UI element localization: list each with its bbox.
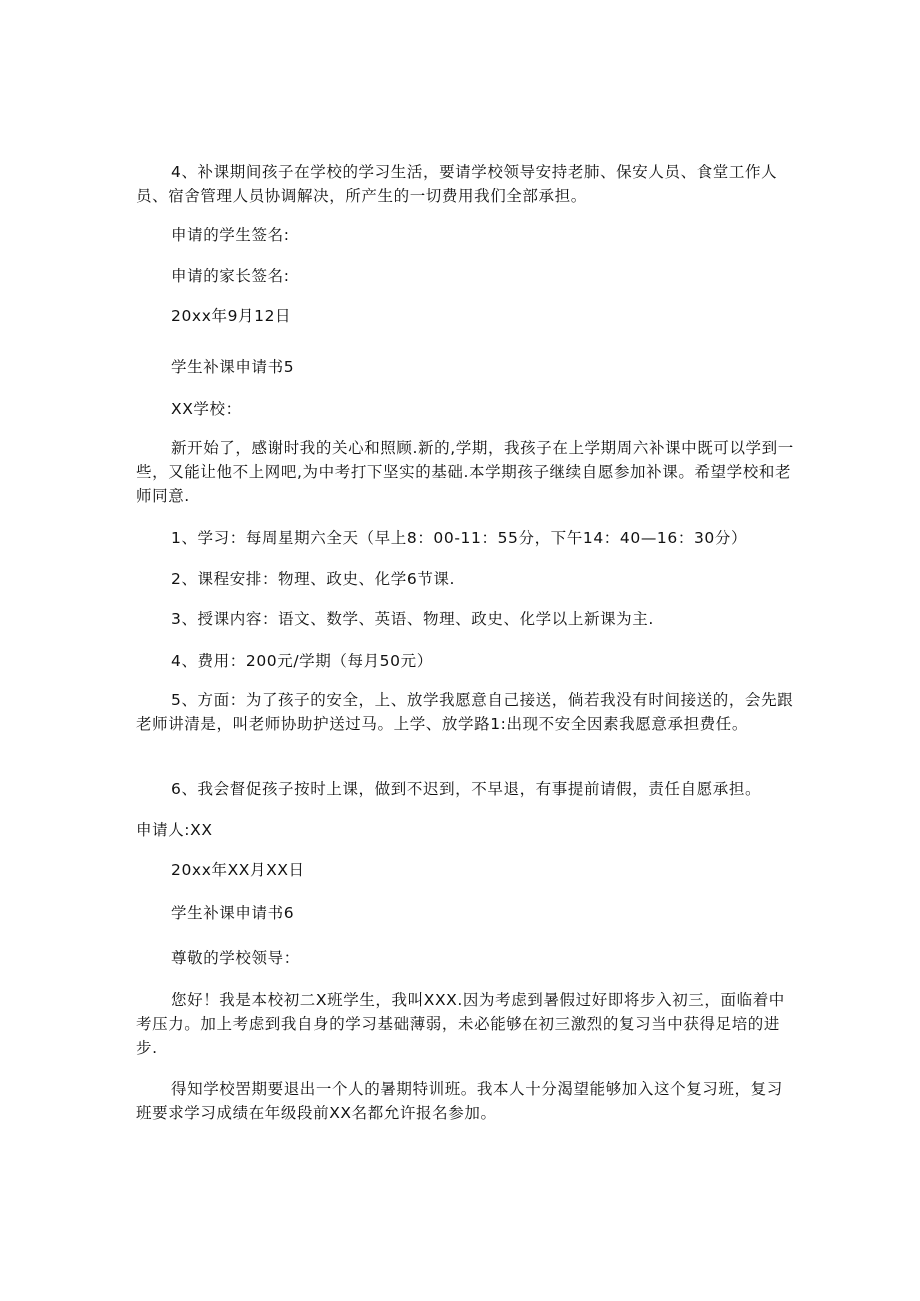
section-title-6: 学生补课申请书6: [171, 904, 295, 922]
paragraph-summer-class: 得知学校罟期要退出一个人的暑期特训班。我本人十分渴望能够加入这个复习班，复习班要求学习成绩在年级段前XX名都允许报名参加。: [136, 1080, 783, 1122]
list-item-safety: 5、方面：为了孩子的安全，上、放学我愿意自己接送，倘若我没有时间接送的，会先跟老师讲清是，叫老师协助护送过马。上学、放学路1:出现不安全因素我愿意承担费任。: [136, 691, 794, 733]
paragraph-greeting: 您好！我是本校初二X班学生，我叫XXX.因为考虑到暑假过好即将步入初三，面临着中考压力。加上考虑到我自身的学习基础薄弱，未必能够在初三激烈的复习当中获得足培的进步.: [136, 991, 785, 1057]
paragraph-intro: 新开始了，感谢时我的关心和照顾.新的,学期，我孩子在上学期周六补课中既可以学到一些，又能让他不上网吧,为中考打下坚实的基础.本学期孩子继续自愿参加补课。希望学校和老师同意.: [136, 439, 794, 505]
list-item-fees: 4、费用：200元/学期（每月50元）: [171, 652, 433, 670]
date-line-2: 20xx年XX月XX日: [171, 861, 305, 879]
date-line: 20xx年9月12日: [171, 307, 292, 325]
list-item-attendance: 6、我会督促孩子按时上课，做到不迟到，不早退，有事提前请假，责任自愿承担。: [171, 780, 762, 798]
section-title-5: 学生补课申请书5: [171, 358, 295, 376]
student-signature-label: 申请的学生签名:: [171, 226, 290, 244]
paragraph-item-4: 4、补课期间孩子在学校的学习生活，要请学校领导安持老肺、保安人员、食堂工作人员、宿舍管理人员协调解决，所产生的一切费用我们全部承担。: [136, 163, 778, 205]
list-item-courses: 2、课程安排：物理、政史、化学6节课.: [171, 570, 456, 588]
applicant-line: 申请人:XX: [136, 821, 213, 839]
list-item-study: 1、学习：每周星期六全天（早上8：00-11：55分，下午14：40—16：30分）: [171, 529, 748, 547]
salutation-school: XX学校：: [171, 400, 242, 418]
parent-signature-label: 申请的家长签名:: [171, 267, 290, 285]
salutation-leaders: 尊敬的学校领导：: [171, 949, 300, 967]
list-item-content: 3、授课内容：语文、数学、英语、物理、政史、化学以上新课为主.: [171, 610, 654, 628]
